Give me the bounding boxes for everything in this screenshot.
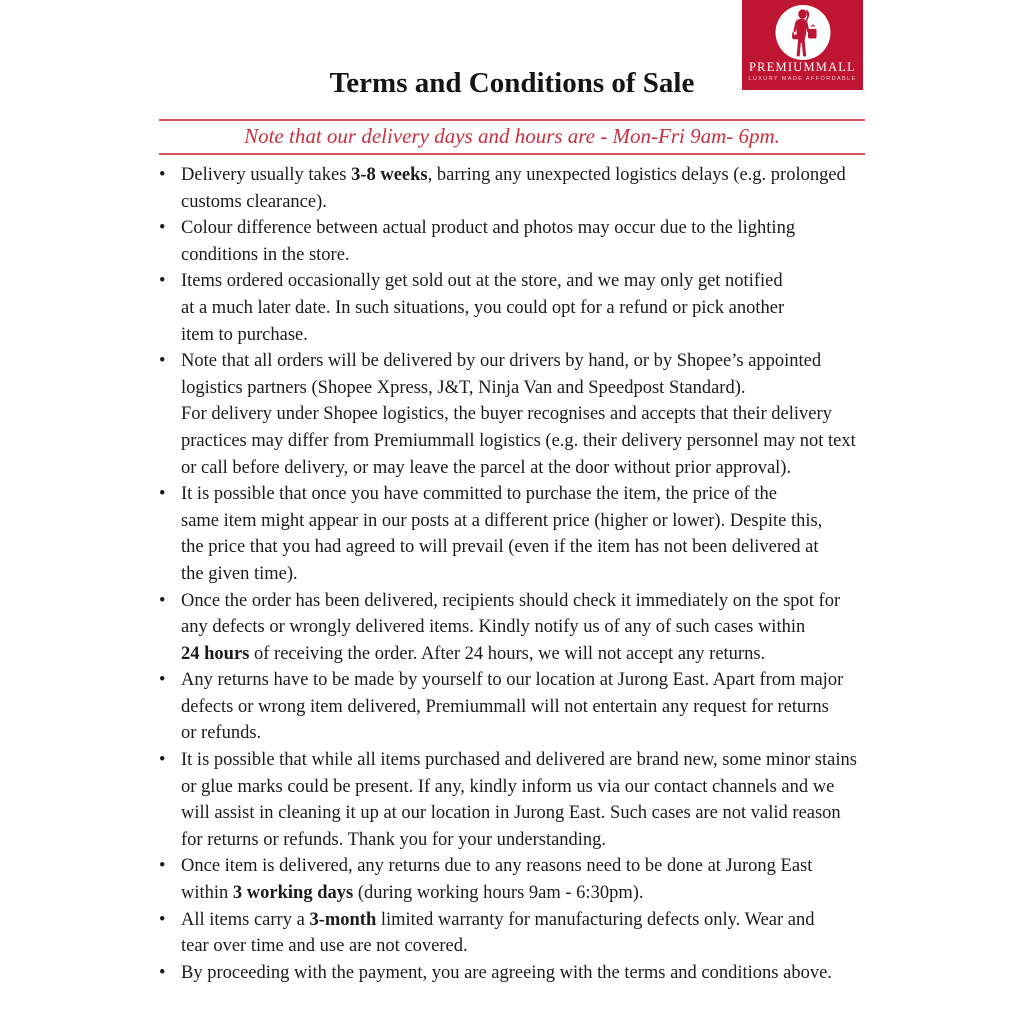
term-text: the given time). — [181, 563, 298, 584]
term-text: for returns or refunds. Thank you for your understanding. — [181, 829, 607, 850]
term-text: logistics partners (Shopee Xpress, J&T, Ninja Van and Speedpost Standard). — [181, 377, 746, 398]
brand-tagline: LUXURY MADE AFFORDABLE — [748, 76, 857, 82]
term-text: Once item is delivered, any returns due to any reasons need to be done at Jurong East — [181, 856, 813, 877]
list-item — [156, 907, 868, 960]
delivery-notice: Note that our delivery days and hours are - Mon-Fri 9am- 6pm. — [244, 124, 780, 148]
term-text-bold: 24 hours — [181, 643, 250, 664]
term-text: customs clearance). — [181, 191, 327, 212]
term-text: Note that all orders will be delivered by our drivers by hand, or by Shopee’s appointed — [181, 351, 822, 372]
term-text: By proceeding with the payment, you are agreeing with the terms and conditions above. — [181, 962, 832, 983]
brand-logo — [742, 0, 863, 90]
term-text: any defects or wrongly delivered items. Kindly notify us of any of such cases within — [181, 617, 806, 638]
terms-list — [156, 162, 868, 986]
term-text: Any returns have to be made by yourself to our location at Jurong East. Apart from major — [181, 670, 844, 691]
term-text: (during working hours 9am - 6:30pm). — [353, 883, 644, 904]
term-text: or refunds. — [181, 723, 262, 744]
term-text: Delivery usually takes — [181, 165, 352, 185]
term-text: practices may differ from Premiummall logistics (e.g. their delivery personnel may not text — [181, 430, 856, 451]
term-text: conditions in the store. — [181, 244, 350, 265]
term-text: All items carry a — [181, 909, 310, 930]
term-text: For delivery under Shopee logistics, the buyer recognises and accepts that their delivery — [181, 404, 832, 425]
divider-bottom — [159, 153, 865, 155]
term-text-bold: 3-8 weeks — [351, 165, 428, 185]
woman-shopper-icon — [779, 8, 827, 58]
term-text: It is possible that once you have committed to purchase the item, the price of the — [181, 484, 777, 505]
term-text: at a much later date. In such situations, you could opt for a refund or pick another — [181, 297, 785, 318]
list-item — [156, 747, 868, 853]
term-text: item to purchase. — [181, 324, 308, 345]
list-item — [156, 162, 868, 215]
page-title: Terms and Conditions of Sale — [329, 67, 695, 99]
term-text: , barring any unexpected logistics delays (e.g. prolonged — [427, 165, 846, 185]
term-text: the price that you had agreed to will prevail (even if the item has not been delivered at — [181, 537, 819, 558]
term-text: or glue marks could be present. If any, kindly inform us via our contact channels and we — [181, 776, 835, 797]
term-text: Colour difference between actual product and photos may occur due to the lighting — [181, 218, 796, 239]
list-item — [156, 853, 868, 906]
term-text-bold: 3-month — [309, 909, 377, 930]
brand-name: PREMIUMMALL — [749, 60, 856, 74]
list-item — [156, 667, 868, 747]
list-item — [156, 960, 868, 987]
list-item — [156, 268, 868, 348]
list-item — [156, 588, 868, 668]
term-text-bold: 3 working days — [232, 883, 354, 904]
term-text: Items ordered occasionally get sold out at the store, and we may only get notified — [181, 271, 783, 292]
term-text: of receiving the order. After 24 hours, we will not accept any returns. — [249, 643, 766, 664]
term-text: It is possible that while all items purchased and delivered are brand new, some minor stains — [181, 750, 857, 771]
term-text: limited warranty for manufacturing defects only. Wear and — [376, 909, 815, 930]
term-text: tear over time and use are not covered. — [181, 936, 468, 957]
term-text: defects or wrong item delivered, Premiummall will not entertain any request for returns — [181, 696, 829, 717]
list-item — [156, 215, 868, 268]
term-text: within — [181, 883, 233, 904]
term-text: Once the order has been delivered, recipients should check it immediately on the spot for — [181, 590, 841, 611]
list-item — [156, 348, 868, 481]
term-text: will assist in cleaning it up at our location in Jurong East. Such cases are not valid reason — [181, 803, 841, 824]
logo-circle — [775, 5, 830, 60]
list-item — [156, 481, 868, 587]
term-text: same item might appear in our posts at a different price (higher or lower). Despite this, — [181, 510, 823, 531]
term-text: or call before delivery, or may leave the parcel at the door without prior approval). — [181, 457, 792, 478]
